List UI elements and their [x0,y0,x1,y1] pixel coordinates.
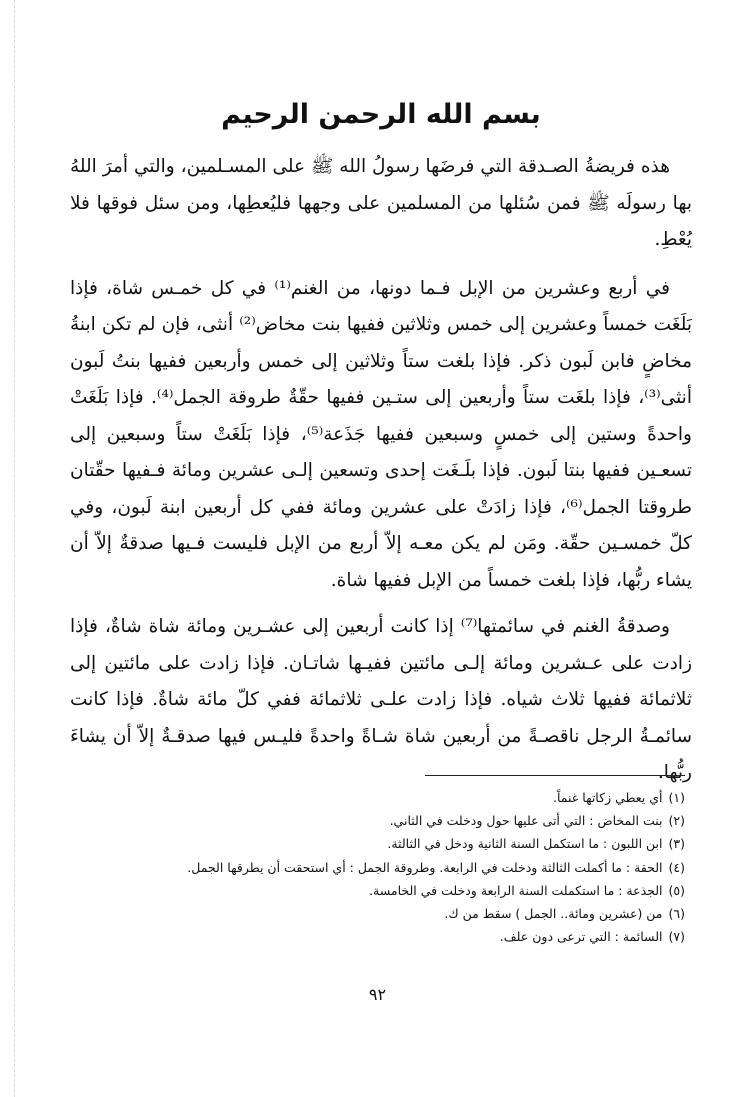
footnote-text: الحقة : ما أكملت الثالثة ودخلت في الرابعة. وطروقة الجمل : أي استحقت أن يطرقها الجمل. [187,859,663,875]
paragraph-2: في أربع وعشرين من الإبل فـما دونها، من الغنم⁽¹⁾ في كل خمـس شاة، فإذا بَلَغَت خمساً وعشرين إلى خمس وثلاثين ففيها بنت مخاض⁽²⁾ أنثى، فإن لم تكن ابنةُ مخاضٍ فابن لَبون ذكر. فإذا بلغت ستاً وثلاثين إلى خمس وأربعين ففيها بنتُ لَبون أنثى⁽³⁾، فإذا بلغَت ستاً وأربعين إلى ستـين ففيها حقّةٌ طروقة الجمل⁽⁴⁾. فإذا بَلَغَتْ واحدةً وستين إلى خمسٍ وسبعين ففيها جَذَعة⁽⁵⁾، فإذا بَلَغَتْ ستاً وسبعين إلى تسعـين ففيها بنتا لَبون. فإذا بلَـغَت إحدى وتسعين إلـى عشرين ومائة فـفيها حقّتان طروقتا الجمل⁽⁶⁾، فإذا زادَتْ على عشرين ومائة ففي كل أربعين ابنة لَبون، وفي كلّ خمسـين حقّة. ومَن لم يكن معـه إلاّ أربع من الإبل فليست فـيها صدقةٌ إلاّ أن يشاء ربُّها، فإذا بلغت خمساً من الإبل ففيها شاة. [70,277,692,591]
footnote-5 [125,879,685,902]
footnote-number: (١) [668,790,685,805]
page-number: ٩٢ [368,985,387,1004]
footnote-divider [425,775,685,776]
footnote-number: (٣) [668,836,685,852]
footnote-2 [125,809,685,832]
footnote-number: (٧) [668,929,685,945]
footnotes [125,786,685,948]
footnote-text: بنت المخاض : التي أتى عليها حول ودخلت في الثاني. [389,813,663,829]
footnote-number: (٦) [668,906,685,922]
footnote-text: أي يعطي زكاتها غنماً. [552,790,663,805]
footnote-3 [125,832,685,855]
footnote-text: السائمة : التي ترعى دون علف. [499,929,663,945]
footnote-text: من (عشرين ومائة.. الجمل ) سقط من ك. [444,906,663,922]
footnote-text: الجذعة : ما استكملت السنة الرابعة ودخلت في الخامسة. [369,882,663,898]
page-body [70,95,692,792]
paragraph-1: هذه فريضةُ الصـدقة التي فرضَها رسولُ الله ﷺ على المسـلمين، والتي أمرَ اللهُ بها رسولَه ﷺ فمن سُئلها من المسلمين على وجهها فليُعطِها، ومن سئل فوقها فلا يُعْطِ. [70,156,692,250]
footnote-number: (٢) [668,813,685,829]
scan-edge-line [14,0,15,1097]
footnote-text: ابن اللبون : ما استكمل السنة الثانية ودخل في الثالثة. [387,836,663,852]
paragraph-3: وصدقةُ الغنم في سائمتها⁽⁷⁾ إذا كانت أربعين إلى عشـرين ومائة شاة شاةٌ، فإذا زادت على عـشرين ومائة إلـى مائتين ففيـها شاتـان. فإذا زادت على مائتين إلى ثلاثمائة ففيها ثلاث شياه. فإذا زادت علـى ثلاثمائة ففي كلّ مائة شاةٌ. فإذا كانت سائمـةُ الرجل ناقصـةً من أربعين شاة شـاةً واحدةً فليـس فيها صدقـةٌ إلاّ أن يشاءَ ربُّها. [70,616,692,783]
footnote-6 [125,902,685,925]
page-title: بسم الله الرحمن الرحيم [221,99,541,130]
footnote-number: (٥) [668,882,685,898]
footnote-number: (٤) [668,859,685,875]
footnote-1 [125,786,685,809]
footnote-4 [125,856,685,879]
footnote-7 [125,925,685,948]
